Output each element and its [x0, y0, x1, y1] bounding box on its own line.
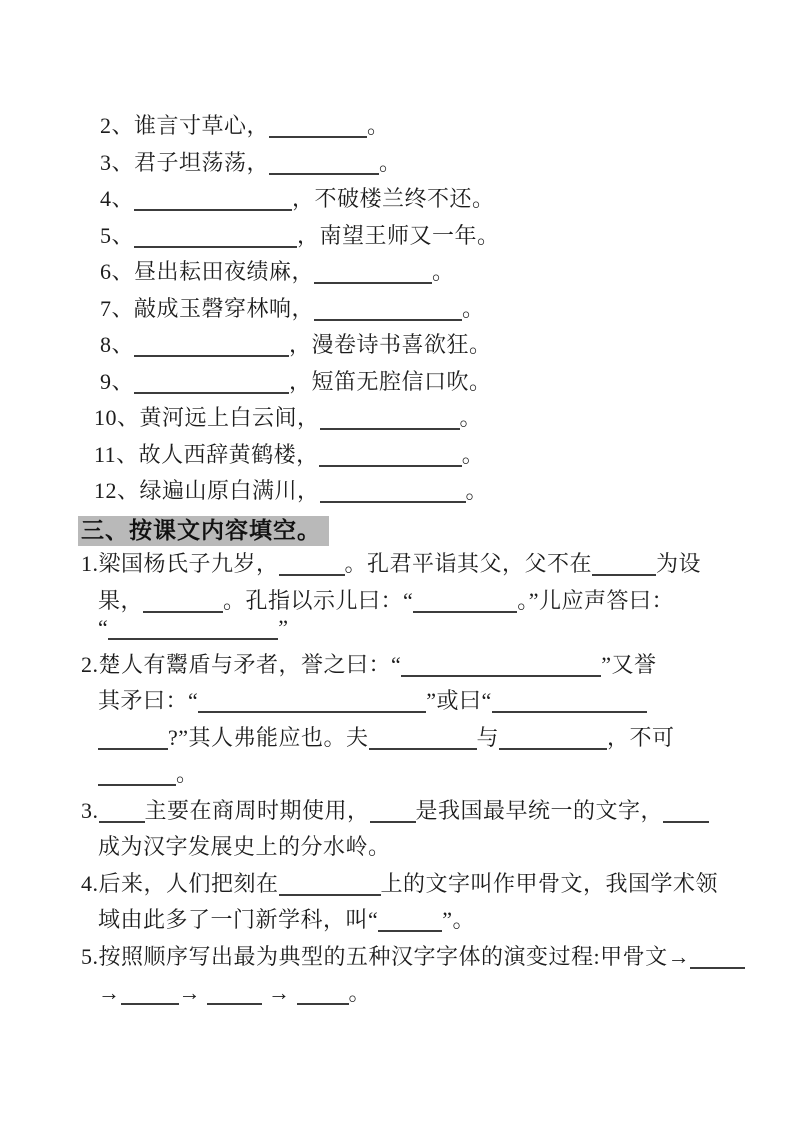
worksheet-line: [81, 653, 793, 676]
blank-underline: [269, 116, 367, 138]
line-text: 。孔指以示儿曰：“: [223, 587, 414, 613]
line-text: ，不可: [607, 724, 675, 750]
line-text: 。: [465, 478, 489, 503]
line-text: 10、黄河远上白云间，: [94, 405, 320, 430]
line-text: ”。: [442, 907, 476, 932]
worksheet-line: [98, 616, 793, 639]
blank-underline: [370, 801, 416, 823]
blank-underline: [492, 691, 647, 713]
blank-underline: [401, 655, 601, 677]
worksheet-line: [100, 370, 793, 393]
line-text: ”: [278, 615, 289, 640]
line-text: ?”其人弗能应也。夫: [168, 724, 369, 750]
line-text: 8、: [100, 332, 135, 357]
blank-underline: [378, 910, 442, 932]
line-text: 主要在商周时期使用，: [144, 797, 370, 823]
blank-underline: [690, 947, 745, 969]
line-text: 12、绿遍山原白满川，: [94, 478, 320, 503]
section-heading-line: [78, 516, 793, 543]
blank-underline: [134, 189, 292, 211]
blank-underline: [207, 983, 262, 1005]
line-text: ，短笛无腔信口吹。: [289, 368, 492, 394]
blank-underline: [198, 691, 426, 713]
worksheet-line: [98, 981, 793, 1004]
line-text: 为设: [656, 551, 702, 576]
blank-underline: [269, 153, 379, 175]
line-text: →: [98, 980, 121, 1005]
line-text: 。: [367, 113, 390, 138]
line-text: 。: [176, 761, 199, 786]
line-text: 7、敲成玉磬穿林响，: [100, 295, 315, 321]
blank-underline: [499, 728, 607, 750]
line-text: 1.梁国杨氏子九岁，: [81, 551, 279, 576]
line-text: 与: [476, 724, 500, 750]
line-text: ，南望王师又一年。: [297, 222, 500, 248]
line-text: 3.: [81, 797, 99, 823]
blank-underline: [134, 226, 297, 248]
line-text: ”或曰“: [426, 688, 492, 713]
line-text: 域由此多了一门新学科，叫“: [98, 907, 379, 932]
line-text: ，不破楼兰终不还。: [292, 186, 495, 211]
blank-underline: [413, 591, 517, 613]
line-text: ，漫卷诗书喜欲狂。: [289, 332, 492, 357]
worksheet-line: [81, 945, 793, 968]
line-text: 。: [432, 259, 455, 284]
line-text: 成为汉字发展史上的分水岭。: [98, 834, 391, 859]
blank-underline: [99, 801, 145, 823]
line-text: ”又誉: [601, 651, 657, 677]
worksheet-line: [94, 479, 793, 502]
blank-underline: [98, 764, 176, 786]
blank-underline: [663, 801, 709, 823]
worksheet-line: [81, 872, 793, 895]
blank-underline: [319, 445, 462, 467]
worksheet-line: [81, 552, 793, 575]
blank-underline: [134, 335, 289, 357]
worksheet-line: [100, 151, 793, 174]
worksheet-line: [100, 333, 793, 356]
line-text: 4、: [100, 186, 135, 211]
line-text: 果，: [98, 587, 144, 613]
line-text: 9、: [100, 368, 135, 394]
worksheet-line: [94, 443, 793, 466]
worksheet-line: [98, 762, 793, 785]
line-text: 3、君子坦荡荡，: [100, 149, 270, 175]
blank-underline: [98, 728, 168, 750]
blank-underline: [279, 554, 345, 576]
line-text: 是我国最早统一的文字，: [415, 797, 664, 823]
worksheet-line: [98, 589, 793, 612]
line-text: 4.后来，人们把刻在: [81, 870, 279, 896]
worksheet-line: [98, 908, 793, 931]
line-text: 。: [459, 405, 483, 430]
line-text: 。”儿应声答曰：: [517, 587, 675, 613]
blank-underline: [320, 408, 460, 430]
blank-underline: [134, 372, 289, 394]
line-text: 。: [462, 295, 485, 321]
blank-underline: [592, 554, 656, 576]
worksheet-line: [100, 187, 793, 210]
blank-underline: [314, 262, 432, 284]
blank-underline: [320, 481, 466, 503]
line-text: →: [262, 980, 297, 1005]
blank-underline: [279, 874, 381, 896]
line-text: 。: [348, 980, 372, 1005]
worksheet-line: [100, 114, 793, 137]
line-text: 其矛曰：“: [98, 688, 199, 713]
line-text: 5.按照顺序写出最为典型的五种汉字字体的演变过程:甲骨文→: [81, 943, 691, 969]
blank-underline: [108, 618, 278, 640]
line-text: 2、谁言寸草心，: [100, 113, 270, 138]
blank-underline: [143, 591, 223, 613]
line-text: 5、: [100, 222, 135, 248]
line-text: 。: [379, 149, 402, 175]
worksheet-line: [100, 224, 793, 247]
worksheet-line: [100, 297, 793, 320]
line-text: →: [178, 980, 207, 1005]
line-text: “: [98, 615, 109, 640]
line-text: 6、昼出耘田夜绩麻，: [100, 259, 315, 284]
section-heading: 三、按课文内容填空。: [78, 516, 329, 546]
blank-underline: [369, 728, 477, 750]
worksheet-line: [100, 260, 793, 283]
line-text: 。: [461, 441, 485, 467]
worksheet-line: [81, 799, 793, 822]
worksheet-line: [98, 689, 793, 712]
line-text: 上的文字叫作甲骨文，我国学术领: [380, 870, 719, 896]
worksheet-line: [98, 726, 793, 749]
line-text: 11、故人西辞黄鹤楼，: [94, 441, 319, 467]
blank-underline: [314, 299, 462, 321]
blank-underline: [121, 983, 179, 1005]
worksheet-line: [98, 835, 793, 858]
blank-underline: [297, 983, 349, 1005]
worksheet-line: [94, 406, 793, 429]
line-text: 2.楚人有鬻盾与矛者，誉之曰：“: [81, 651, 402, 677]
line-text: 。孔君平诣其父，父不在: [344, 551, 593, 576]
